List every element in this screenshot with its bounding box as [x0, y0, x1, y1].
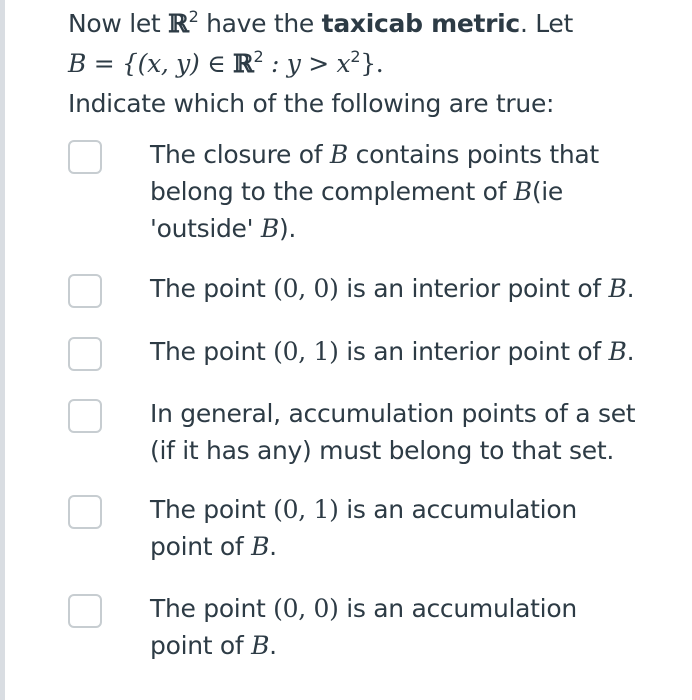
answer-checkbox[interactable] — [68, 399, 102, 433]
question-line-1 — [68, 4, 678, 44]
answer-text-part: is an accumulation — [338, 495, 577, 524]
answer-label — [150, 333, 680, 370]
math-b: B — [260, 214, 279, 243]
answer-checkbox[interactable] — [68, 495, 102, 529]
answer-checkbox[interactable] — [68, 594, 102, 628]
answer-text-part: (ie — [531, 177, 563, 206]
real-numbers-symbol: ℝ — [232, 49, 254, 78]
math-point: (0, 1) — [273, 337, 339, 366]
set-definition-end: }. — [360, 49, 384, 78]
math-point: (0, 1) — [273, 495, 339, 524]
set-condition: : y > x — [263, 49, 351, 78]
answer-text-part: contains points that — [347, 140, 599, 169]
answer-label — [150, 270, 680, 307]
answer-text-part: point of — [150, 631, 252, 660]
math-b: B — [251, 631, 270, 660]
math-b: B — [329, 140, 348, 169]
answer-label — [150, 491, 680, 565]
set-definition — [68, 44, 678, 84]
answer-checkbox[interactable] — [68, 337, 102, 371]
answer-text-part: . — [626, 274, 635, 303]
answer-label — [150, 136, 680, 247]
left-border — [0, 0, 5, 700]
answer-text-part: belong to the complement of — [150, 177, 514, 206]
question-text — [68, 4, 678, 124]
answer-text-part: The point — [150, 594, 274, 623]
answer-label — [150, 590, 680, 664]
math-b: B — [513, 177, 532, 206]
answer-option-3[interactable] — [68, 333, 678, 373]
answer-text-part: . — [269, 532, 277, 561]
exponent: 2 — [188, 7, 199, 26]
answer-text-part: is an interior point of — [338, 337, 609, 366]
question-text-part: have the — [198, 9, 322, 38]
answer-text-part: . — [626, 337, 635, 366]
answer-checkbox[interactable] — [68, 274, 102, 308]
answer-text-part: is an accumulation — [338, 594, 577, 623]
exponent: 2 — [253, 47, 264, 66]
real-numbers-symbol: ℝ — [168, 9, 189, 38]
question-text-part: Now let — [68, 9, 169, 38]
question-text-part: . Let — [519, 9, 574, 38]
math-b: B — [608, 274, 627, 303]
answer-text-part: 'outside' — [150, 214, 261, 243]
exponent: 2 — [350, 47, 361, 66]
answer-text-part: is an interior point of — [338, 274, 609, 303]
answer-text-part: (if it has any) must belong to that set. — [150, 436, 614, 465]
math-point: (0, 0) — [273, 274, 339, 303]
answer-text-part: The closure of — [150, 140, 330, 169]
math-b: B — [608, 337, 627, 366]
answer-text-part: In general, accumulation points of a set — [150, 399, 636, 428]
answer-checkbox[interactable] — [68, 140, 102, 174]
taxicab-metric-label: taxicab metric — [321, 9, 520, 38]
answer-option-5[interactable] — [68, 491, 678, 567]
answer-text-part: The point — [150, 274, 274, 303]
answer-text-part: ). — [278, 214, 297, 243]
set-definition-math: B = {(x, y) ∈ — [68, 49, 233, 78]
answer-option-6[interactable] — [68, 590, 678, 666]
math-b: B — [251, 532, 270, 561]
answer-option-4[interactable] — [68, 395, 678, 471]
answer-text-part: The point — [150, 495, 274, 524]
answer-option-1[interactable] — [68, 136, 678, 248]
answer-text-part: point of — [150, 532, 252, 561]
answer-text-part: The point — [150, 337, 274, 366]
answer-label — [150, 395, 680, 469]
answer-text-part: . — [269, 631, 277, 660]
math-point: (0, 0) — [273, 594, 339, 623]
answer-option-2[interactable] — [68, 270, 678, 310]
question-prompt: Indicate which of the following are true: — [68, 89, 555, 118]
